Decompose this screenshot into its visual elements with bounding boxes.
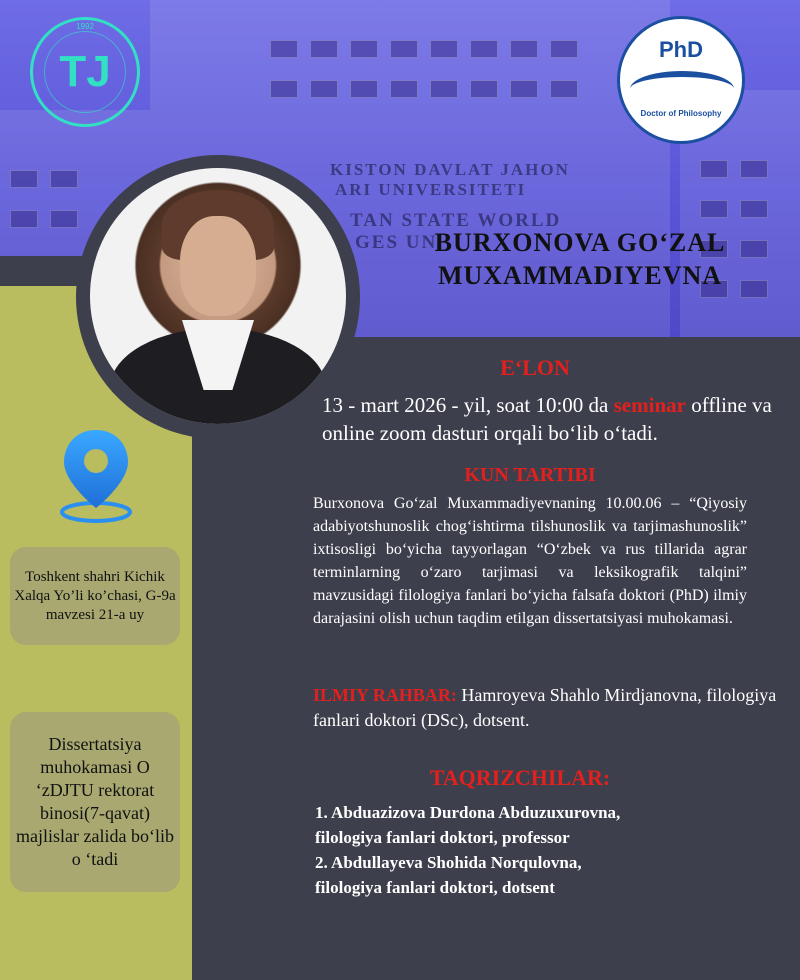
logo-year: 1992 bbox=[76, 22, 94, 31]
building-sign-line4: GES UN bbox=[355, 232, 438, 253]
reviewer-2-title: filologiya fanlari doktori, dotsent bbox=[315, 878, 555, 897]
address-text: Toshkent shahri Kichik Xalqa Yo’li ko’chasi, G-9a mavzesi 21-a uy bbox=[14, 568, 176, 623]
building-sign-line1: KISTON DAVLAT JAHON bbox=[330, 160, 570, 179]
location-pin-icon bbox=[58, 428, 134, 524]
reviewers-list bbox=[315, 800, 775, 900]
agenda-heading: KUN TARTIBI bbox=[464, 464, 596, 486]
phd-logo-subtitle: Doctor of Philosophy bbox=[640, 109, 722, 118]
supervisor-label: ILMIY RAHBAR: bbox=[313, 685, 457, 705]
supervisor-block bbox=[313, 683, 783, 733]
announcement-heading: E‘LON bbox=[500, 355, 570, 380]
announcement-text-after: offline va online zoom dasturi orqali bo‘lib o‘tadi. bbox=[322, 393, 772, 445]
reviewer-2-name: 2. Abdullayeva Shohida Norqulovna, bbox=[315, 853, 582, 872]
phd-logo bbox=[617, 16, 745, 144]
venue-text: Dissertatsiya muhokamasi O ‘zDJTU rektorat binosi(7-qavat) majlislar zalida bo‘lib o ‘tadi bbox=[16, 734, 174, 869]
building-sign-line2: ARI UNIVERSITETI bbox=[335, 180, 527, 199]
announcement-text-before: 13 - mart 2026 - yil, soat 10:00 da bbox=[322, 393, 614, 417]
building-sign-line3: TAN STATE WORLD bbox=[350, 210, 562, 231]
venue-box bbox=[10, 712, 180, 892]
announcement-highlight: seminar bbox=[613, 393, 686, 417]
supervisor-text: Hamroyeva Shahlo Mirdjanovna, filologiya fanlari doktori (DSc), dotsent. bbox=[313, 685, 777, 730]
portrait-photo bbox=[90, 168, 346, 424]
person-name bbox=[400, 226, 760, 292]
announcement-text bbox=[322, 391, 782, 447]
agenda-body: Burxonova Go‘zal Muxammadiyevnaning 10.00.06 – “Qiyosiy adabiyotshunoslik chog‘ishtirma tilshunoslik va tarjimashunoslik” ixtisosligi bo‘yicha tayyorlagan “O‘zbek va rus tillarida agrar terminlarning o‘zaro tarjimasi va leksikografik talqini” mavzusidagi filologiya fanlari bo‘yicha falsafa doktori (PhD) ilmiy darajasini olish uchun taqdim etilgan dissertatsiyasi muhokamasi. bbox=[313, 495, 747, 627]
university-logo bbox=[30, 17, 140, 127]
reviewer-1-title: filologiya fanlari doktori, professor bbox=[315, 828, 570, 847]
logo-letters: TJ bbox=[44, 31, 126, 113]
reviewers-heading: TAQRIZCHILAR: bbox=[429, 765, 611, 790]
address-box bbox=[10, 547, 180, 645]
book-wing-icon bbox=[630, 71, 734, 107]
phd-logo-title: PhD bbox=[659, 37, 703, 62]
reviewer-1-name: 1. Abduazizova Durdona Abduzuxurovna, bbox=[315, 803, 621, 822]
person-name-line1: BURXONOVA GO‘ZAL bbox=[434, 228, 726, 257]
person-name-line2: MUXAMMADIYEVNA bbox=[437, 261, 723, 290]
